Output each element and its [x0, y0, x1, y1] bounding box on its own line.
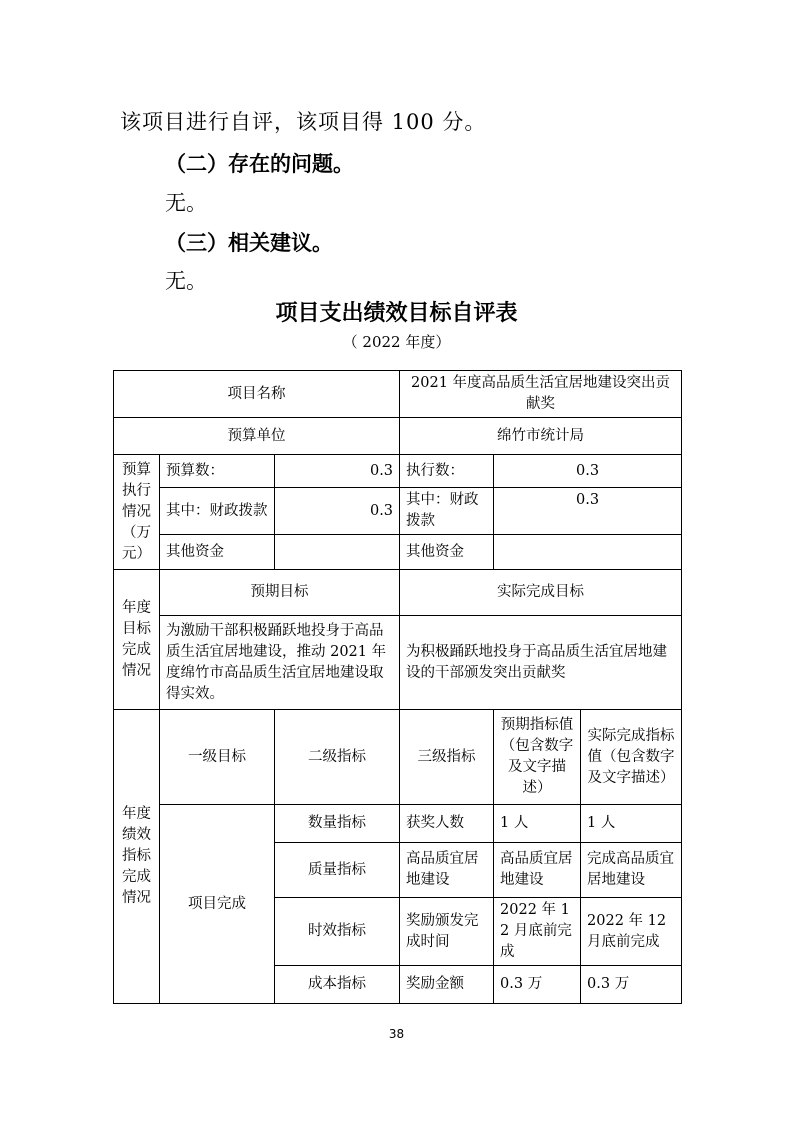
table-row	[114, 570, 682, 616]
level3-cell: 获奖人数	[400, 805, 494, 843]
expected-cell: 高品质宜居地建设	[494, 843, 581, 898]
expected-cell: 0.3 万	[494, 966, 581, 1004]
fiscal-budget-label: 其中：财政拨款	[160, 488, 275, 535]
expected-cell: 2022 年 12 月底前完成	[494, 898, 581, 966]
fiscal-budget-value: 0.3	[275, 488, 400, 535]
actual-cell: 2022 年 12 月底前完成	[581, 898, 682, 966]
actual-cell: 0.3 万	[581, 966, 682, 1004]
level2-cell: 质量指标	[275, 843, 400, 898]
level3-cell: 高品质宜居地建设	[400, 843, 494, 898]
fiscal-exec-label: 其中：财政拨款	[400, 488, 494, 535]
heading-related-suggestions: （三）相关建议。	[165, 231, 333, 255]
table-row	[114, 418, 682, 455]
paragraph-problems-none: 无。	[165, 191, 207, 215]
table-year: （ 2022 年度）	[342, 333, 451, 351]
budget-unit-value: 绵竹市统计局	[400, 418, 682, 455]
table-row	[114, 371, 682, 418]
page-number: 38	[388, 1027, 405, 1041]
actual-goal-label: 实际完成目标	[400, 570, 682, 616]
level1-value: 项目完成	[160, 805, 275, 1004]
other-funds-value	[275, 535, 400, 570]
paragraph-suggestions-none: 无。	[165, 269, 207, 293]
project-name-label: 项目名称	[114, 371, 400, 418]
table-row	[114, 488, 682, 535]
other-funds-exec-label: 其他资金	[400, 535, 494, 570]
exec-num-value: 0.3	[494, 455, 682, 488]
budget-num-value: 0.3	[275, 455, 400, 488]
performance-evaluation-table	[113, 370, 682, 1004]
table-row	[114, 710, 682, 805]
level3-cell: 奖励颁发完成时间	[400, 898, 494, 966]
annual-goal-label: 年度目标完成情况	[114, 570, 160, 710]
actual-goal-text: 为积极踊跃地投身于高品质生活宜居地建设的干部颁发突出贡献奖	[400, 616, 682, 710]
level3-cell: 奖励金额	[400, 966, 494, 1004]
budget-exec-label: 预算执行情况（万元）	[114, 455, 160, 570]
table-row	[114, 805, 682, 843]
other-funds-exec-value	[494, 535, 682, 570]
budget-num-label: 预算数：	[160, 455, 275, 488]
expected-goal-text: 为激励干部积极踊跃地投身于高品质生活宜居地建设，推动 2021 年度绵竹市高品质生活宜居地建设取得实效。	[160, 616, 400, 710]
col-expected-header: 预期指标值（包含数字及文字描述）	[494, 710, 581, 805]
level2-cell: 成本指标	[275, 966, 400, 1004]
exec-num-label: 执行数：	[400, 455, 494, 488]
table-row	[114, 535, 682, 570]
col-actual-header: 实际完成指标值（包含数字及文字描述）	[581, 710, 682, 805]
perf-indicator-label: 年度绩效指标完成情况	[114, 710, 160, 1004]
fiscal-exec-value: 0.3	[494, 488, 682, 535]
table-title: 项目支出绩效目标自评表	[275, 301, 518, 326]
col-level2-header: 二级指标	[275, 710, 400, 805]
actual-cell: 1 人	[581, 805, 682, 843]
other-funds-label: 其他资金	[160, 535, 275, 570]
budget-unit-label: 预算单位	[114, 418, 400, 455]
table-row	[114, 616, 682, 710]
expected-goal-label: 预期目标	[160, 570, 400, 616]
level2-cell: 数量指标	[275, 805, 400, 843]
actual-cell: 完成高品质宜居地建设	[581, 843, 682, 898]
level2-cell: 时效指标	[275, 898, 400, 966]
expected-cell: 1 人	[494, 805, 581, 843]
col-level1-header: 一级目标	[160, 710, 275, 805]
col-level3-header: 三级指标	[400, 710, 494, 805]
heading-existing-problems: （二）存在的问题。	[165, 152, 354, 176]
project-name-value: 2021 年度高品质生活宜居地建设突出贡献奖	[400, 371, 682, 418]
paragraph-self-evaluation: 该项目进行自评，该项目得 100 分。	[120, 110, 487, 134]
table-row	[114, 455, 682, 488]
